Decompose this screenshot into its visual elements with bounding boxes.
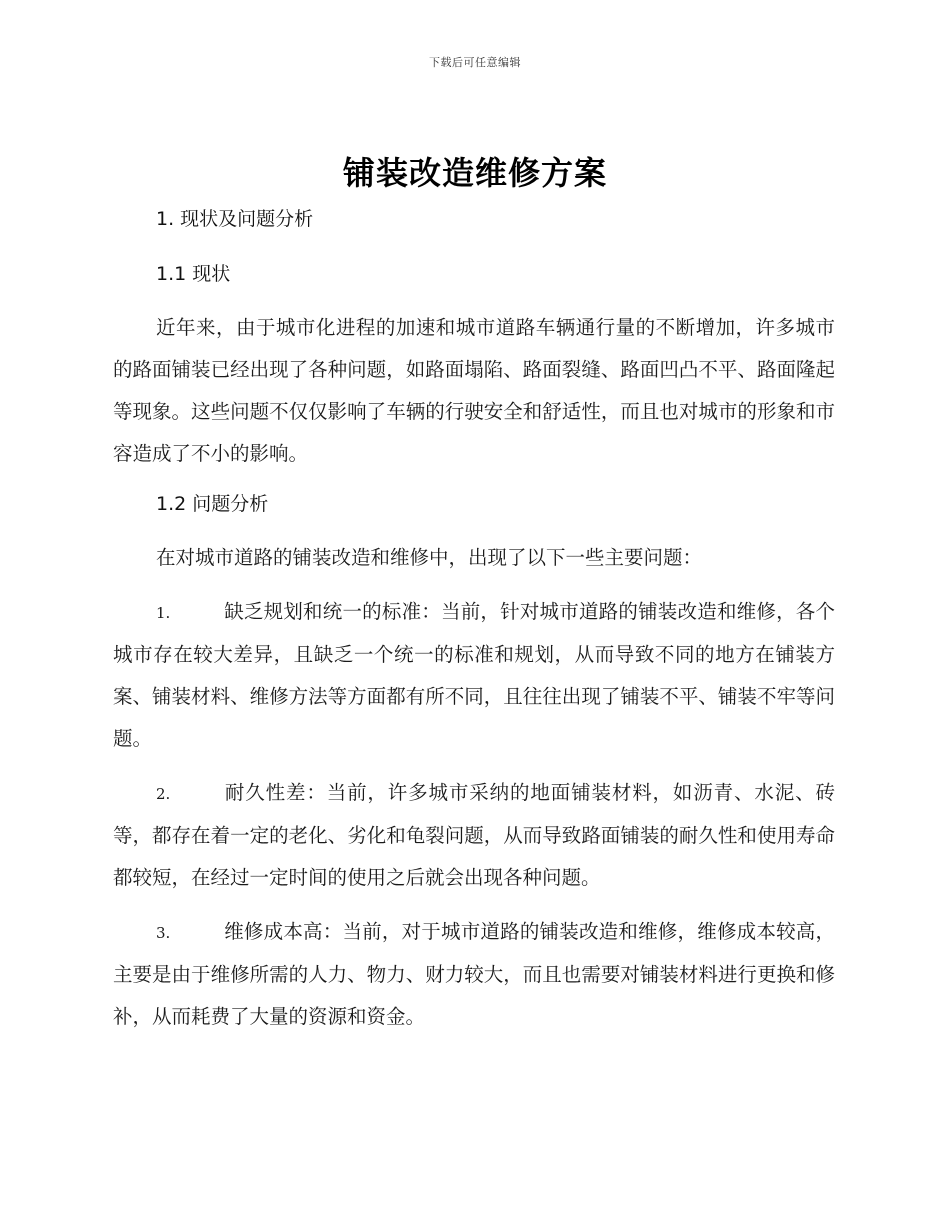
list-item-text: 耐久性差：当前，许多城市采纳的地面铺装材料，如沥青、水泥、砖等，都存在着一定的老化、劣化和龟裂问题，从而导致路面铺装的耐久性和使用寿命都较短，在经过一定时间的使用之后就会出现各种问题。 (113, 781, 835, 889)
subsection-heading-analysis: 1.2 问题分析 (156, 493, 269, 515)
list-item (113, 772, 835, 899)
section-heading: 1. 现状及问题分析 (156, 208, 314, 230)
list-item-number: 3. (156, 924, 171, 942)
document-body (113, 200, 835, 1038)
status-paragraph: 近年来，由于城市化进程的加速和城市道路车辆通行量的不断增加，许多城市的路面铺装已经出现了各种问题，如路面塌陷、路面裂缝、路面凹凸不平、路面隆起等现象。这些问题不仅仅影响了车辆的行驶安全和舒适性，而且也对城市的形象和市容造成了不小的影响。 (113, 316, 835, 465)
analysis-intro-paragraph: 在对城市道路的铺装改造和维修中，出现了以下一些主要问题： (156, 546, 703, 569)
list-item-text: 缺乏规划和统一的标准：当前，针对城市道路的铺装改造和维修，各个城市存在较大差异，且缺乏一个统一的标准和规划，从而导致不同的地方在铺装方案、铺装材料、维修方法等方面都有所不同，且往往出现了铺装不平、铺装不牢等问题。 (113, 600, 835, 750)
subsection-heading-status: 1.1 现状 (156, 263, 231, 285)
page-header: 下载后可任意编辑 (429, 56, 521, 69)
document-title: 铺装改造维修方案 (342, 154, 607, 192)
list-item-text: 维修成本高：当前，对于城市道路的铺装改造和维修，维修成本较高，主要是由于维修所需的人力、物力、财力较大，而且也需要对铺装材料进行更换和修补，从而耗费了大量的资源和资金。 (113, 920, 835, 1028)
list-item (113, 591, 835, 760)
list-item-number: 2. (156, 785, 171, 803)
list-item-number: 1. (156, 604, 171, 622)
list-item (113, 911, 835, 1038)
